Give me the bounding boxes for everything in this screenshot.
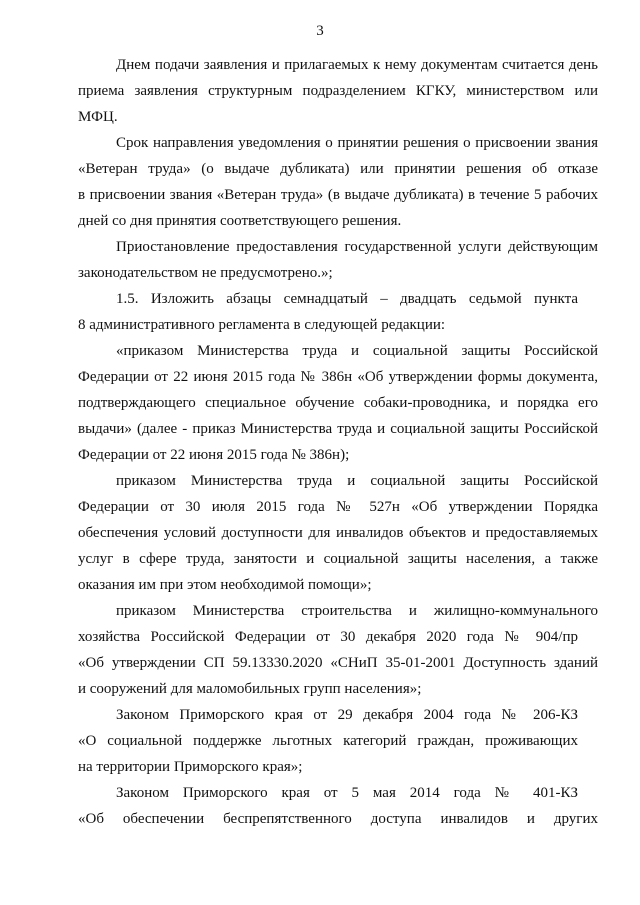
- paragraph-line: и сооружений для маломобильных групп населения»;: [78, 681, 422, 697]
- paragraph-line: обеспечения условий доступности для инвалидов объектов и предоставляемых: [78, 525, 598, 541]
- paragraph-line: оказания им при этом необходимой помощи»;: [78, 577, 372, 593]
- paragraph-line: приема заявления структурным подразделением КГКУ, министерством или: [78, 83, 598, 99]
- page-number: 3: [316, 23, 324, 39]
- paragraph-line: 8 административного регламента в следующей редакции:: [78, 317, 446, 333]
- paragraph-line: МФЦ.: [78, 109, 118, 125]
- paragraph-line: Приостановление предоставления государственной услуги действующим: [116, 239, 598, 255]
- paragraph-line: законодательством не предусмотрено.»;: [78, 265, 333, 281]
- paragraph-line: Федерации от 30 июля 2015 года № 527н «Об утверждении Порядка: [78, 499, 598, 515]
- paragraph-line: в присвоении звания «Ветеран труда» (в выдаче дубликата) в течение 5 рабочих: [78, 187, 598, 203]
- paragraph-line: подтверждающего специальное обучение собаки-проводника, и порядка его: [78, 395, 598, 411]
- paragraph-line: Днем подачи заявления и прилагаемых к нему документам считается день: [116, 57, 598, 73]
- paragraph-line: Законом Приморского края от 29 декабря 2004 года № 206-КЗ: [116, 707, 578, 723]
- paragraph-line: 1.5. Изложить абзацы семнадцатый – двадцать седьмой пункта: [116, 291, 578, 307]
- paragraph-line: хозяйства Российской Федерации от 30 декабря 2020 года № 904/пр: [78, 629, 578, 645]
- paragraph-line: «О социальной поддержке льготных категорий граждан, проживающих: [78, 733, 578, 749]
- paragraph-line: Срок направления уведомления о принятии решения о присвоении звания: [116, 135, 598, 151]
- paragraph-line: Федерации от 22 июня 2015 года № 386н);: [78, 447, 350, 463]
- paragraph-line: приказом Министерства строительства и жилищно-коммунального: [116, 603, 598, 619]
- paragraph-line: дней со дня принятия соответствующего решения.: [78, 213, 402, 229]
- paragraph-line: Федерации от 22 июня 2015 года № 386н «Об утверждении формы документа,: [78, 369, 598, 385]
- paragraph-line: приказом Министерства труда и социальной защиты Российской: [116, 473, 598, 489]
- paragraph-line: на территории Приморского края»;: [78, 759, 303, 775]
- paragraph-line: услуг в сфере труда, занятости и социальной защиты населения, а также: [78, 551, 598, 567]
- paragraph-line: выдачи» (далее - приказ Министерства труда и социальной защиты Российской: [78, 421, 598, 437]
- paragraph-line: «приказом Министерства труда и социальной защиты Российской: [116, 343, 598, 359]
- paragraph-line: «Об обеспечении беспрепятственного доступа инвалидов и других: [78, 811, 598, 827]
- paragraph-line: Законом Приморского края от 5 мая 2014 года № 401-КЗ: [116, 785, 578, 801]
- paragraph-line: «Об утверждении СП 59.13330.2020 «СНиП 35-01-2001 Доступность зданий: [78, 655, 598, 671]
- paragraph-line: «Ветеран труда» (о выдаче дубликата) или принятии решения об отказе: [78, 161, 598, 177]
